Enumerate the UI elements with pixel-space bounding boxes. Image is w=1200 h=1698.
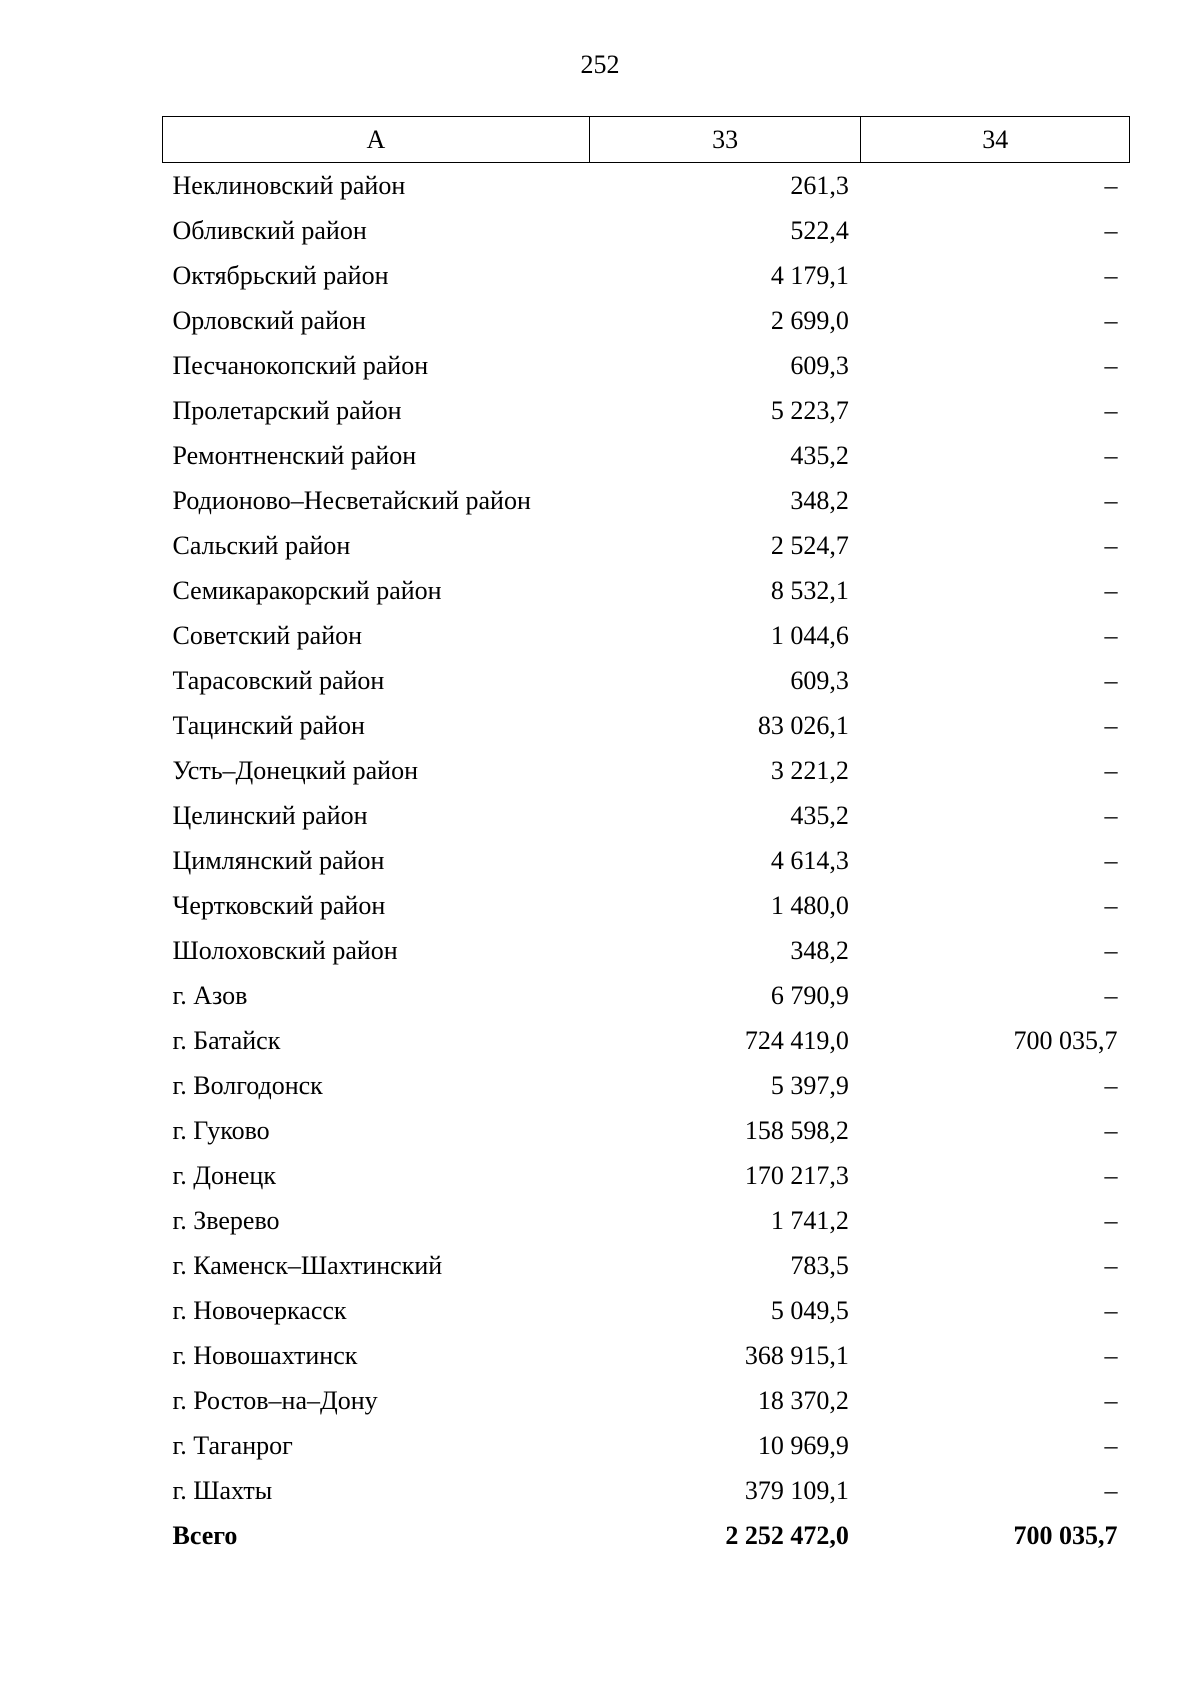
cell-name: Советский район [172,620,363,650]
cell-name: Орловский район [172,305,366,335]
cell-col-34: – [1104,1070,1118,1100]
cell-col-33: 5 049,5 [770,1295,849,1325]
table-row [163,1063,1130,1108]
cell-col-33: 83 026,1 [757,710,849,740]
cell-col-33: 6 790,9 [770,980,849,1010]
cell-col-34: – [1104,395,1118,425]
cell-name: Целинский район [172,800,368,830]
cell-col-34: – [1104,620,1118,650]
cell-name: г. Волгодонск [172,1070,323,1100]
cell-col-34: – [1104,170,1118,200]
cell-name: г. Зверево [172,1205,280,1235]
table-row [163,388,1130,433]
cell-col-34: – [1104,1340,1118,1370]
table-row [163,928,1130,973]
cell-name: г. Таганрог [172,1430,293,1460]
table-row [163,883,1130,928]
cell-col-33: 724 419,0 [744,1025,849,1055]
cell-name: Неклиновский район [172,170,406,200]
table-row [163,1378,1130,1423]
cell-col-33: 1 741,2 [770,1205,849,1235]
table-row [163,343,1130,388]
cell-col-33: 5 397,9 [770,1070,849,1100]
cell-col-33: 170 217,3 [744,1160,849,1190]
cell-name: Усть–Донецкий район [172,755,418,785]
cell-col-33: 2 699,0 [770,305,849,335]
table-row [163,1018,1130,1063]
cell-name: Обливский район [172,215,367,245]
cell-name: г. Новочеркасск [172,1295,347,1325]
header-col-a: А [163,117,590,163]
cell-name: Семикаракорский район [172,575,442,605]
cell-name: Пролетарский район [172,395,402,425]
table-row [163,1333,1130,1378]
table-row [163,748,1130,793]
cell-col-34: 700 035,7 [1013,1520,1118,1550]
table-row [163,1108,1130,1153]
cell-col-33: 1 044,6 [770,620,849,650]
cell-col-33: 435,2 [790,800,849,830]
table-row [163,568,1130,613]
cell-col-34: – [1104,845,1118,875]
cell-name: Сальский район [172,530,351,560]
data-table [162,116,1130,1558]
table-row [163,1153,1130,1198]
cell-col-34: – [1104,350,1118,380]
cell-col-34: – [1104,980,1118,1010]
cell-name: г. Батайск [172,1025,281,1055]
cell-col-33: 5 223,7 [770,395,849,425]
table-row [163,253,1130,298]
cell-col-34: – [1104,665,1118,695]
total-row [163,1513,1130,1558]
cell-col-34: 700 035,7 [1013,1025,1118,1055]
table-row [163,703,1130,748]
cell-name: Шолоховский район [172,935,398,965]
cell-col-33: 158 598,2 [744,1115,849,1145]
cell-name: г. Шахты [172,1475,273,1505]
header-col-33: 33 [589,117,861,163]
table-row [163,613,1130,658]
cell-col-33: 348,2 [790,935,849,965]
cell-name: г. Новошахтинск [172,1340,358,1370]
table-row [163,523,1130,568]
table-row [163,433,1130,478]
cell-col-33: 379 109,1 [744,1475,849,1505]
table-row [163,1198,1130,1243]
table-header-row [163,117,1130,163]
cell-col-33: 4 179,1 [770,260,849,290]
cell-col-33: 783,5 [790,1250,849,1280]
table-row [163,1423,1130,1468]
table-body [163,163,1130,1559]
cell-name: Ремонтненский район [172,440,417,470]
cell-name: Чертковский район [172,890,386,920]
cell-col-34: – [1104,1295,1118,1325]
cell-name: г. Донецк [172,1160,276,1190]
table-row [163,163,1130,209]
cell-name: г. Каменск–Шахтинский [172,1250,443,1280]
cell-col-34: – [1104,575,1118,605]
cell-col-34: – [1104,755,1118,785]
cell-name: Всего [172,1520,238,1550]
cell-col-33: 368 915,1 [744,1340,849,1370]
table-row [163,658,1130,703]
cell-col-33: 609,3 [790,350,849,380]
cell-col-34: – [1104,260,1118,290]
cell-name: г. Гуково [172,1115,270,1145]
cell-col-34: – [1104,1250,1118,1280]
table-row [163,208,1130,253]
cell-col-34: – [1104,1160,1118,1190]
cell-col-33: 18 370,2 [757,1385,849,1415]
cell-col-33: 8 532,1 [770,575,849,605]
cell-col-33: 3 221,2 [770,755,849,785]
table-row [163,298,1130,343]
cell-name: Тарасовский район [172,665,385,695]
cell-col-34: – [1104,1430,1118,1460]
cell-name: Тацинский район [172,710,365,740]
cell-name: Октябрьский район [172,260,389,290]
cell-col-34: – [1104,1205,1118,1235]
table-row [163,1468,1130,1513]
cell-col-34: – [1104,485,1118,515]
cell-col-34: – [1104,305,1118,335]
cell-col-34: – [1104,1115,1118,1145]
cell-col-33: 1 480,0 [770,890,849,920]
cell-name: г. Ростов–на–Дону [172,1385,378,1415]
cell-col-33: 10 969,9 [757,1430,849,1460]
cell-col-33: 261,3 [790,170,849,200]
cell-col-34: – [1104,935,1118,965]
table-row [163,973,1130,1018]
cell-col-33: 609,3 [790,665,849,695]
cell-col-33: 4 614,3 [770,845,849,875]
cell-col-34: – [1104,1475,1118,1505]
cell-col-33: 348,2 [790,485,849,515]
cell-col-33: 435,2 [790,440,849,470]
table-row [163,838,1130,883]
table-row [163,1243,1130,1288]
cell-name: Песчанокопский район [172,350,429,380]
table-row [163,793,1130,838]
cell-col-34: – [1104,440,1118,470]
cell-name: Цимлянский район [172,845,385,875]
cell-col-34: – [1104,530,1118,560]
cell-col-34: – [1104,1385,1118,1415]
cell-col-34: – [1104,215,1118,245]
cell-col-33: 2 524,7 [770,530,849,560]
cell-col-34: – [1104,800,1118,830]
table-row [163,478,1130,523]
table-row [163,1288,1130,1333]
cell-col-34: – [1104,890,1118,920]
cell-col-33: 522,4 [790,215,849,245]
page-number: 252 [580,50,620,79]
cell-name: г. Азов [172,980,248,1010]
header-col-34: 34 [861,117,1130,163]
cell-col-34: – [1104,710,1118,740]
cell-name: Родионово–Несветайский район [172,485,531,515]
cell-col-33: 2 252 472,0 [725,1520,849,1550]
